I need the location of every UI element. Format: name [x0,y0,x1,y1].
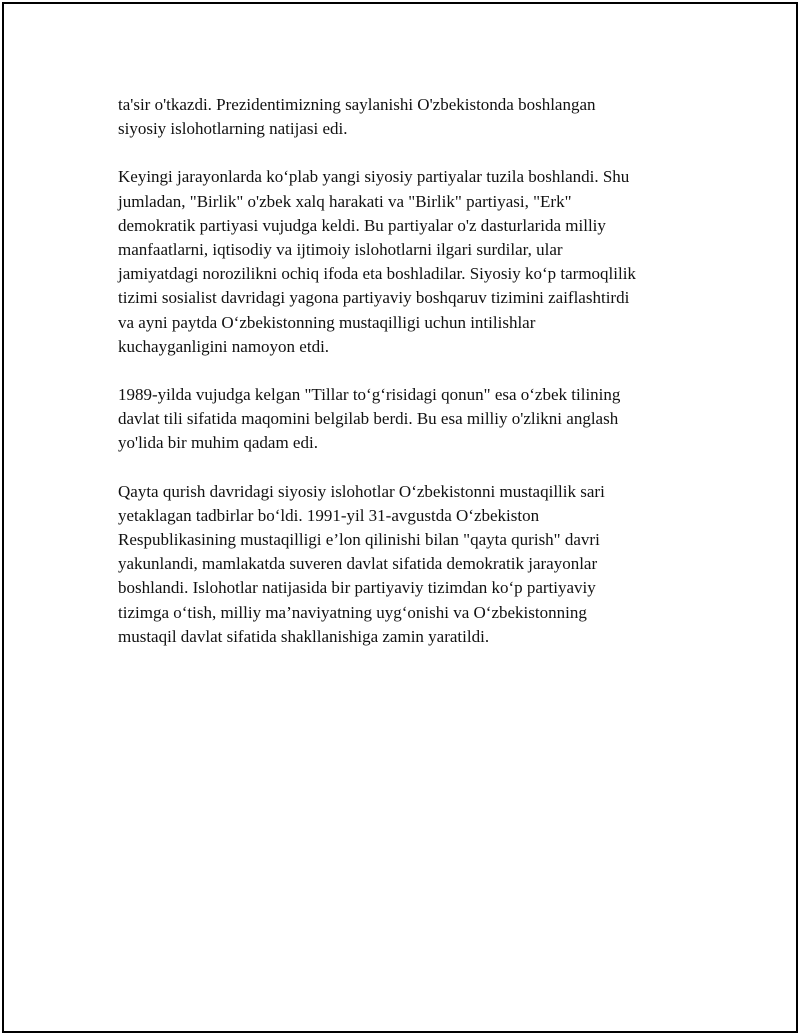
document-page [2,2,798,1033]
paragraph-3: 1989-yilda vujudga kelgan "Tillar to‘g‘risidagi qonun" esa o‘zbek tilining davlat tili sifatida maqomini belgilab berdi. Bu esa milliy o'zlikni anglash yo'lida bir muhim qadam edi. [118,385,621,453]
paragraph-4: Qayta qurish davridagi siyosiy islohotlar O‘zbekistonni mustaqillik sari yetaklagan tadbirlar bo‘ldi. 1991-yil 31-avgustda O‘zbekiston Respublikasining mustaqilligi e’lon qilinishi bilan "qayta qurish" davri yakunlandi, mamlakatda suveren davlat sifatida demokratik jarayonlar boshlandi. Islohotlar natijasida bir partiyaviy tizimdan ko‘p partiyaviy tizimga o‘tish, milliy ma’naviyatning uyg‘onishi va O‘zbekistonning mustaqil davlat sifatida shakllanishiga zamin yaratildi. [118,481,605,646]
paragraph-1: ta'sir o'tkazdi. Prezidentimizning saylanishi O'zbekistonda boshlangan siyosiy islohotlarning natijasi edi. [118,95,596,139]
paragraph-2: Keyingi jarayonlarda ko‘plab yangi siyosiy partiyalar tuzila boshlandi. Shu jumladan, "Birlik" o'zbek xalq harakati va "Birlik" partiyasi, "Erk" demokratik partiyasi vujudga keldi. Bu partiyalar o'z dasturlarida milliy manfaatlarni, iqtisodiy va ijtimoiy islohotlarni ilgari surdilar, ular jamiyatdagi norozilikni ochiq ifoda eta boshladilar. Siyosiy ko‘p tarmoqlilik tizimi sosialist davridagi yagona partiyaviy boshqaruv tizimini zaiflashtirdi va ayni paytda O‘zbekistonning mustaqilligi uchun intilishlar kuchayganligini namoyon etdi. [118,167,636,356]
document-body [118,93,708,673]
